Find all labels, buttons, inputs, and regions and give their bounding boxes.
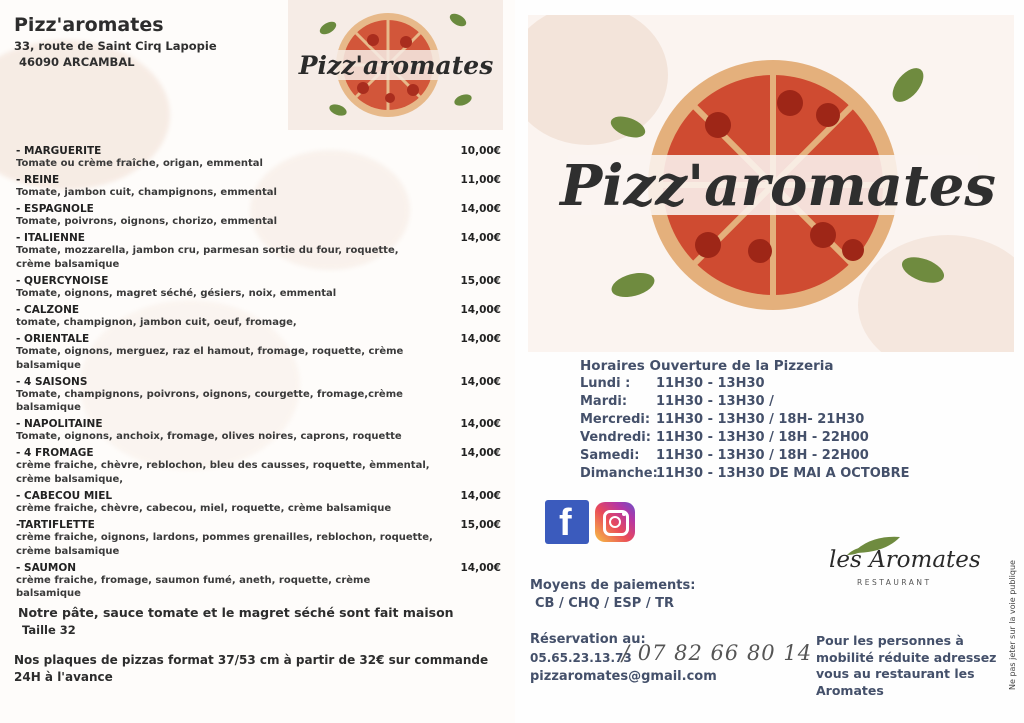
payments-title: Moyens de paiements:: [530, 578, 696, 593]
les-aromates-logo: [825, 533, 990, 593]
logo-text: Pizz'aromates: [298, 51, 494, 80]
reservation-title: Réservation au:: [530, 632, 646, 647]
time-label: 11H30 - 13H30 / 18H- 21H30: [656, 412, 865, 427]
size-note: Taille 32: [22, 623, 76, 637]
item-price: 14,00€: [460, 303, 501, 316]
item-price: 10,00€: [460, 145, 501, 157]
menu-item: [16, 490, 501, 516]
item-name: - SAUMON: [16, 561, 77, 574]
item-price: 11,00€: [460, 174, 501, 187]
hours-row: [580, 376, 910, 394]
item-description: Tomate, jambon cuit, champignons, emmental: [16, 187, 277, 199]
item-price: 14,00€: [460, 561, 501, 574]
accessibility-note: Pour les personnes à mobilité réduite adressez vous au restaurant les Aromates: [816, 633, 997, 698]
item-name: - QUERCYNOISE: [16, 274, 109, 287]
item-name: - MARGUERITE: [16, 145, 102, 157]
time-label: 11H30 - 13H30: [656, 376, 765, 391]
facebook-icon[interactable]: f: [545, 500, 589, 544]
time-label: 11H30 - 13H30 DE MAI A OCTOBRE: [656, 466, 910, 481]
menu-item: [16, 304, 501, 330]
opening-hours: [580, 358, 910, 484]
pizza-hero-illustration: [528, 15, 1014, 352]
handwritten-phone: / 07 82 66 80 14: [622, 641, 813, 665]
address-line-2: 46090 ARCAMBAL: [19, 55, 135, 69]
item-description: Tomate, oignons, merguez, raz el hamout, fromage, roquette, crème balsamique: [16, 346, 404, 371]
partner-subtitle: RESTAURANT: [857, 578, 932, 587]
item-name: - ORIENTALE: [16, 333, 90, 346]
hero-logo-image: [528, 15, 1014, 352]
item-description: tomate, champignon, jambon cuit, oeuf, fromage,: [16, 316, 297, 328]
item-price: 14,00€: [460, 447, 501, 460]
menu-item: [16, 275, 501, 301]
hours-row: [580, 394, 910, 412]
payment-methods: CB / CHQ / ESP / TR: [535, 596, 674, 611]
item-name: - ESPAGNOLE: [16, 203, 94, 216]
item-name: - CABECOU MIEL: [16, 489, 113, 502]
item-description: Tomate, oignons, magret séché, gésiers, noix, emmental: [16, 287, 337, 299]
day-label: Mercredi:: [580, 412, 651, 427]
item-description: crème fraiche, oignons, lardons, pommes grenailles, reblochon, roquette, crème balsamique: [16, 532, 433, 557]
time-label: 11H30 - 13H30 / 18H - 22H00: [656, 430, 869, 445]
hours-row: [580, 412, 910, 430]
item-name: - CALZONE: [16, 303, 80, 316]
item-price: 14,00€: [460, 375, 501, 388]
menu-item: [16, 519, 501, 558]
item-price: 14,00€: [460, 333, 501, 346]
item-description: crème fraiche, chèvre, cabecou, miel, roquette, crème balsamique: [16, 502, 392, 514]
vertical-note: Ne pas jeter sur la voie publique: [1008, 560, 1017, 690]
item-description: crème fraiche, fromage, saumon fumé, aneth, roquette, crème balsamique: [16, 574, 371, 600]
partner-name: les Aromates: [829, 547, 981, 573]
hero-logo-text: Pizz'aromates: [560, 153, 996, 219]
menu-item: [16, 174, 501, 200]
menu-item: [16, 232, 501, 271]
hours-row: [580, 430, 910, 448]
menu-item: [16, 145, 501, 171]
menu-item: [16, 333, 501, 372]
item-price: 15,00€: [460, 519, 501, 532]
item-description: Tomate, champignons, poivrons, oignons, courgette, fromage,crème balsamique: [16, 388, 403, 414]
hours-row: [580, 466, 910, 484]
item-price: 14,00€: [460, 232, 501, 245]
reservation-phone[interactable]: 05.65.23.13.73: [530, 651, 632, 665]
day-label: Lundi :: [580, 376, 631, 391]
item-name: - ITALIENNE: [16, 232, 85, 245]
menu-item: [16, 418, 501, 444]
restaurant-name: Pizz'aromates: [14, 14, 164, 36]
time-label: 11H30 - 13H30 /: [656, 394, 774, 409]
pizza-logo-illustration: [288, 0, 503, 130]
item-name: -TARTIFLETTE: [16, 519, 95, 532]
item-name: - 4 SAISONS: [16, 375, 88, 388]
hours-row: [580, 448, 910, 466]
item-description: Tomate ou crème fraîche, origan, emmental: [16, 158, 263, 169]
address-line-1: 33, route de Saint Cirq Lapopie: [14, 39, 217, 53]
menu-item: [16, 376, 501, 415]
item-price: 14,00€: [460, 418, 501, 431]
instagram-icon[interactable]: [595, 502, 635, 542]
plates-note: Nos plaques de pizzas format 37/53 cm à partir de 32€ sur commande 24H à l'avance: [14, 653, 489, 684]
item-description: crème fraiche, chèvre, reblochon, bleu des causses, roquette, èmmental, crème balsamique,: [16, 460, 430, 485]
item-name: - 4 FROMAGE: [16, 447, 94, 460]
item-name: - REINE: [16, 174, 60, 187]
day-label: Samedi:: [580, 448, 640, 463]
menu-item: [16, 203, 501, 229]
item-name: - NAPOLITAINE: [16, 418, 103, 431]
item-price: 14,00€: [460, 489, 501, 502]
homemade-note: Notre pâte, sauce tomate et le magret séché sont fait maison: [18, 605, 454, 620]
item-price: 15,00€: [460, 274, 501, 287]
item-description: Tomate, poivrons, oignons, chorizo, emmental: [16, 216, 278, 228]
day-label: Vendredi:: [580, 430, 651, 445]
day-label: Mardi:: [580, 394, 628, 409]
hours-title: Horaires Ouverture de la Pizzeria: [580, 358, 834, 374]
pizza-menu: [16, 145, 501, 604]
item-description: Tomate, oignons, anchoix, fromage, olives noires, caprons, roquette: [16, 431, 402, 443]
day-label: Dimanche:: [580, 466, 658, 481]
logo-card: [288, 0, 503, 130]
menu-item: [16, 447, 501, 486]
item-description: Tomate, mozzarella, jambon cru, parmesan sortie du four, roquette, crème balsamique: [16, 245, 399, 270]
reservation-email[interactable]: pizzaromates@gmail.com: [530, 669, 717, 684]
time-label: 11H30 - 13H30 / 18H - 22H00: [656, 448, 869, 463]
item-price: 14,00€: [460, 203, 501, 216]
menu-item: [16, 562, 501, 601]
